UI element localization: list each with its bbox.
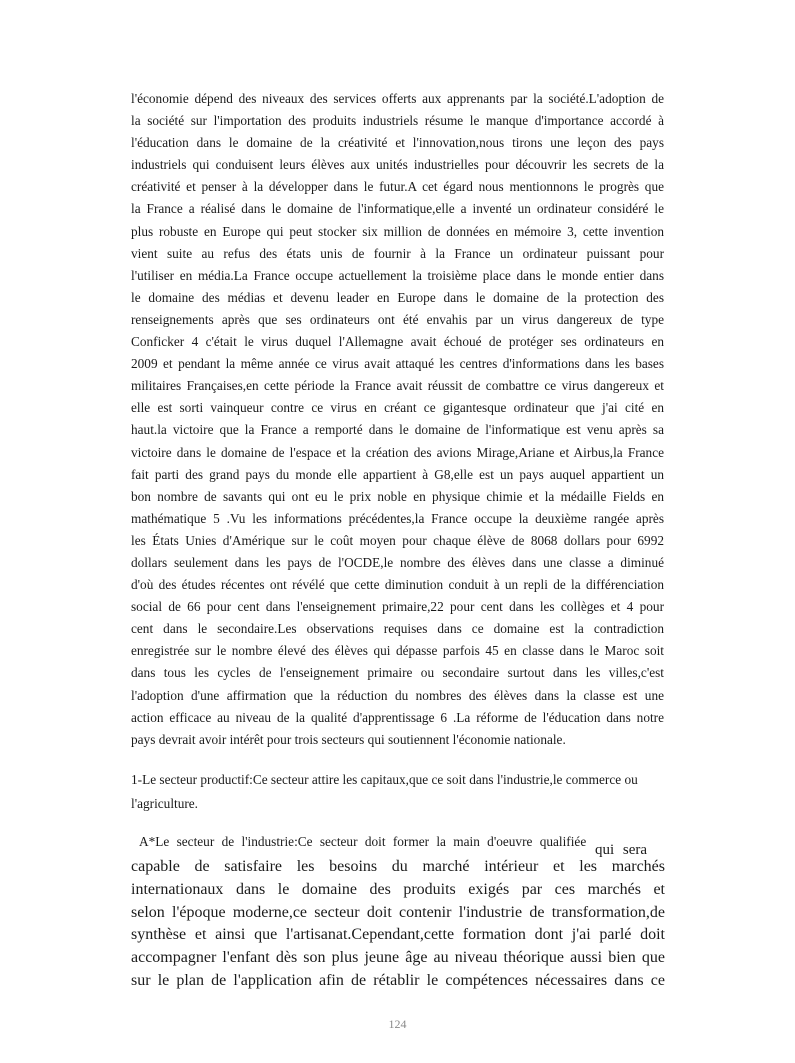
text-line: cent dans le secondaire.Les observations requises dans ce domaine est la contradiction — [131, 621, 664, 637]
text-line: 2009 et pendant la même année ce virus avait attaqué les centres d'informations dans les bases — [131, 356, 664, 372]
text-line: la France a réalisé dans le domaine de l'informatique,elle a inventé un ordinateur considéré le — [131, 201, 664, 217]
text-line: l'éducation dans le domaine de la créativité et l'innovation,nous tirons une leçon des pays — [131, 135, 664, 151]
section-heading-text: A*Le secteur de l'industrie:Ce secteur doit former la main d'oeuvre qualifiée — [139, 834, 587, 849]
text-line: dollars seulement dans les pays de l'OCDE,le nombre des élèves dans une classe a diminué — [131, 554, 664, 570]
text-line: victoire dans le domaine de l'espace et la création des avions Mirage,Ariane et Airbus,la France — [131, 444, 664, 460]
text-line: vient suite au refus des états unis de fournir à la France un ordinateur puissant pour — [131, 245, 664, 261]
text-line: internationaux dans le domaine des produits exigés par ces marchés et — [131, 880, 665, 898]
text-line: dans tous les cycles de l'enseignement primaire ou secondaire surtout dans les villes,c'est — [131, 665, 664, 681]
page-number: 124 — [388, 1017, 407, 1031]
text-line: social de 66 pour cent dans l'enseignement primaire,22 pour cent dans les collèges et 4 pour — [131, 599, 664, 615]
text-line: bon nombre de savants qui ont eu le prix noble en physique chimie et la médaille Fields en — [131, 488, 664, 504]
text-line: d'où des études récentes ont révélé que cette diminution conduit à un repli de la différenciation — [131, 577, 664, 593]
section-heading-line — [131, 828, 671, 856]
text-line: créativité et penser à la développer dans le futur.A cet égard nous mentionnons le progrès que — [131, 179, 664, 195]
text-line: accompagner l'enfant dès son plus jeune âge au niveau théorique aussi bien que — [131, 949, 665, 967]
text-line: haut.la victoire que la France a remporté dans le domaine de l'informatique est venu après sa — [131, 422, 664, 438]
text-line: selon l'époque moderne,ce secteur doit contenir l'industrie de transformation,de — [131, 903, 665, 921]
text-line: synthèse et ainsi que l'artisanat.Cependant,cette formation dont j'ai parlé doit — [131, 926, 665, 944]
section-productive-sector — [131, 768, 668, 816]
text-line: industriels qui conduisent leurs élèves aux unités industrielles pour découvrir les secrets de la — [131, 157, 664, 173]
text-line: l'adoption d'une affirmation que la réduction du nombres des élèves dans la classe est une — [131, 687, 664, 703]
text-line: la société sur l'importation des produits industriels résume le manque d'importance accordé à — [131, 113, 664, 129]
text-line: le domaine des médias et devenu leader en Europe dans le domaine de la protection des — [131, 289, 664, 305]
text-line: enregistrée sur le nombre élevé des élèves qui dépasse parfois 45 en classe dans le Maroc soit — [131, 643, 664, 659]
text-line: fait parti des grand pays du monde elle appartient à G8,elle est un pays auquel appartient un — [131, 466, 664, 482]
text-line: renseignements après que ses ordinateurs ont été envahis par un virus dangereux de type — [131, 311, 664, 327]
text-line: les États Unies d'Amérique sur le coût moyen pour chaque élève de 8068 dollars pour 6992 — [131, 532, 664, 548]
text-line: militaires Françaises,en cette période la France avait réussit de combattre ce virus dangereux et — [131, 378, 664, 394]
text-line: elle est sorti vainqueur contre ce virus en créant ce gigantesque ordinateur que j'ai cité en — [131, 400, 664, 416]
text-line: capable de satisfaire les besoins du marché intérieur et les marchés — [131, 858, 665, 875]
text-line: l'agriculture. — [131, 796, 199, 811]
section-industry-sector — [131, 828, 671, 993]
text-line: l'utiliser en média.La France occupe actuellement la troisième place dans le monde entier dans — [131, 267, 664, 283]
text-line: plus robuste en Europe qui peut stocker six million de données en mémoire 3, cette invention — [131, 223, 664, 239]
text-line: pays devrait avoir intérêt pour trois secteurs qui soutiennent l'économie nationale. — [131, 731, 566, 747]
text-line: 1-Le secteur productif:Ce secteur attire les capitaux,que ce soit dans l'industrie,le commerce ou — [131, 772, 638, 787]
text-line: l'économie dépend des niveaux des services offerts aux apprenants par la société.L'adoption de — [131, 91, 664, 106]
text-line: sur le plan de l'application afin de rétablir le compétences nécessaires dans ce — [131, 971, 665, 989]
main-paragraph — [131, 88, 664, 751]
text-line: Conficker 4 c'était le virus duquel l'Allemagne avait échoué de protéger ses ordinateurs en — [131, 334, 664, 350]
section-heading-tail: qui sera — [586, 842, 648, 858]
text-line: mathématique 5 .Vu les informations précédentes,la France occupe la deuxième rangée après — [131, 510, 664, 526]
text-line: action efficace au niveau de la qualité d'apprentissage 6 .La réforme de l'éducation dans notre — [131, 709, 664, 725]
